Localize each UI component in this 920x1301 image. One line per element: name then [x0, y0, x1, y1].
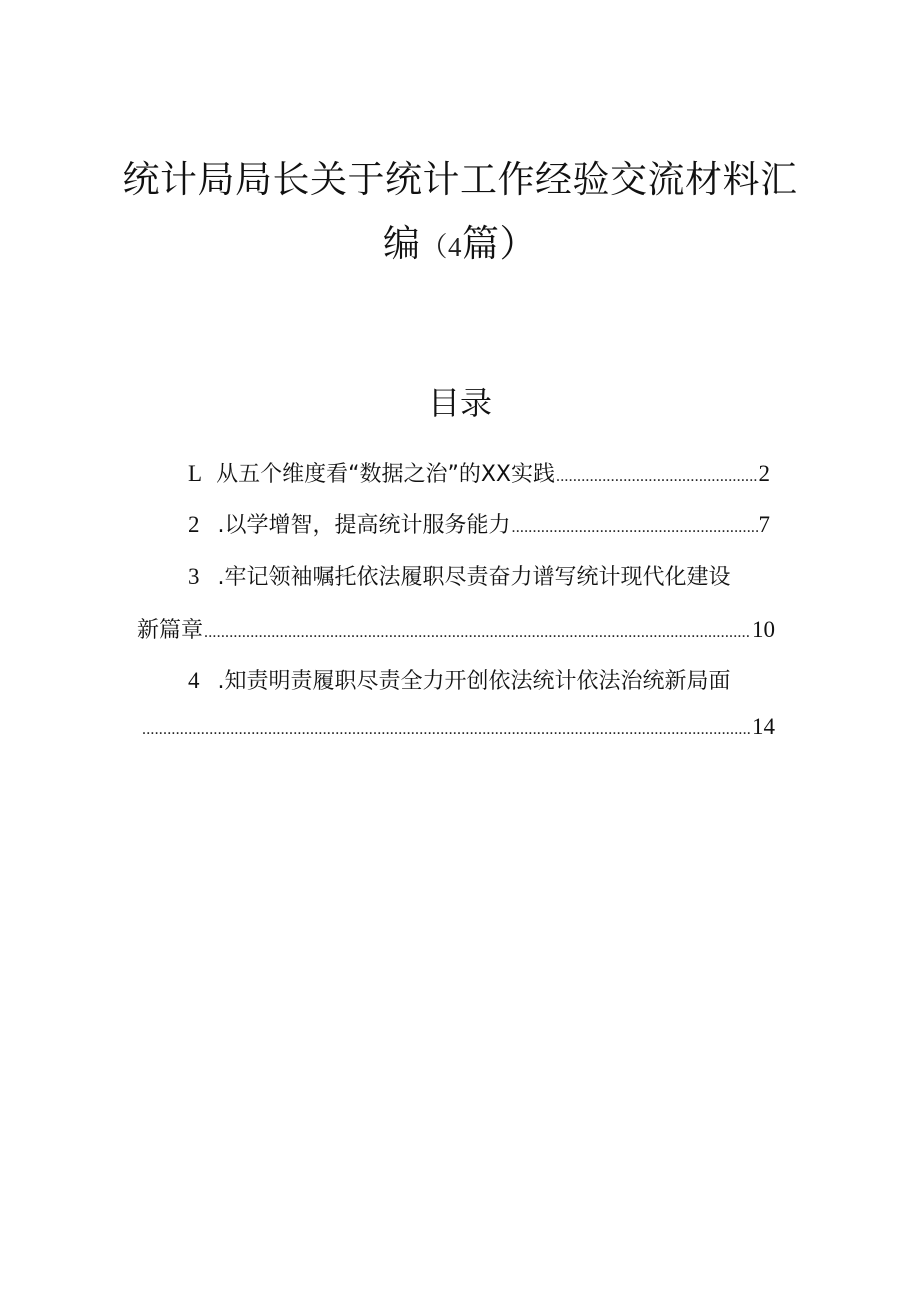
- title-line-2-text: 编: [383, 222, 421, 265]
- toc-item-continuation[interactable]: [137, 614, 775, 649]
- document-title-line-2: [0, 221, 920, 270]
- toc-item-title: .以学增智，提高统计服务能力: [217, 513, 511, 538]
- toc-item-page: 14: [752, 714, 775, 739]
- toc-item-title: .知责明责履职尽责全力开创依法统计依法治统新局面: [217, 669, 731, 694]
- toc-item[interactable]: [188, 509, 770, 544]
- toc-item-number: 2: [188, 512, 200, 537]
- toc-item-number: 3: [188, 564, 200, 589]
- toc-item-number: L: [188, 461, 203, 486]
- toc-item[interactable]: [188, 458, 770, 493]
- toc-item-title-continued: 新篇章: [137, 618, 204, 643]
- toc-item-number: 4: [188, 668, 200, 693]
- toc-item-title: 从五个维度看“数据之治”的XX实践: [216, 462, 556, 487]
- toc-item[interactable]: [188, 561, 788, 594]
- toc-heading: 目录: [427, 384, 492, 422]
- toc-item-continuation[interactable]: [141, 711, 775, 746]
- toc-item[interactable]: [188, 665, 788, 698]
- toc-item-page: 10: [752, 617, 775, 642]
- document-title-line-1: 统计局局长关于统计工作经验交流材料汇: [122, 158, 798, 201]
- toc-leader-dots: [142, 714, 751, 746]
- toc-item-page: 2: [758, 461, 770, 486]
- title-close-paren: ）: [499, 222, 537, 265]
- toc-leader-dots: [556, 461, 757, 493]
- toc-item-title: .牢记领袖嘱托依法履职尽责奋力谱写统计现代化建设: [217, 565, 731, 590]
- toc-leader-dots: [204, 617, 751, 649]
- toc-item-page: 7: [758, 512, 770, 537]
- title-article-unit: 篇: [462, 222, 500, 265]
- title-open-paren: （: [420, 232, 448, 262]
- title-article-count: 4: [448, 232, 462, 262]
- toc-leader-dots: [512, 512, 758, 544]
